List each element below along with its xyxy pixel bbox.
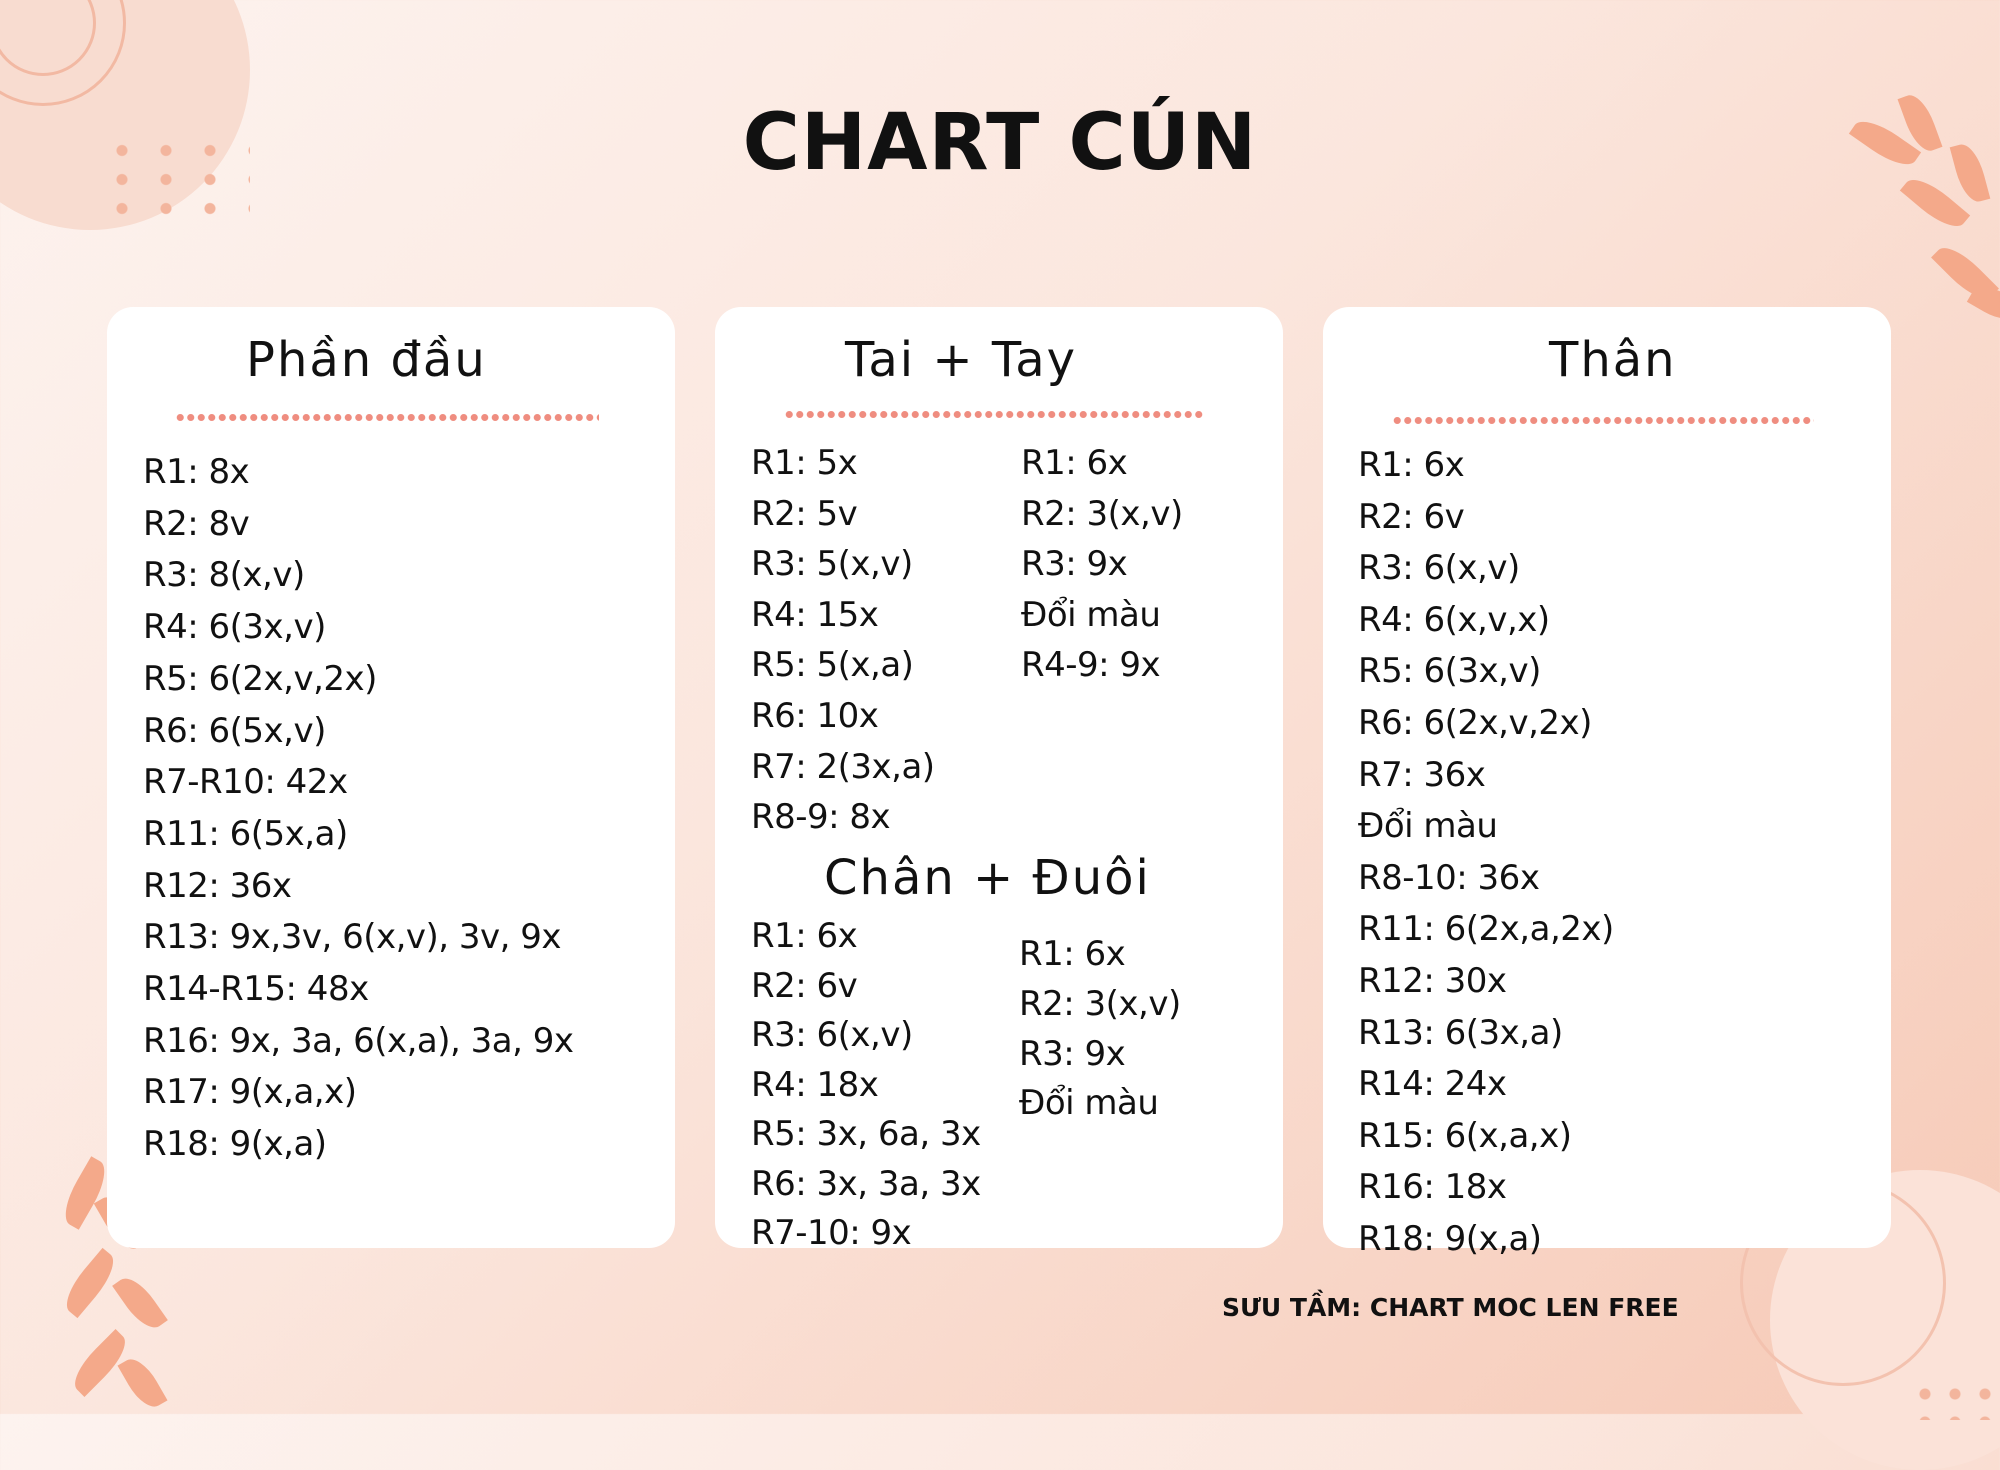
list-item: R3: 6(x,v)	[751, 1015, 913, 1055]
list-item: R5: 6(2x,v,2x)	[143, 658, 377, 699]
list-item: R13: 9x,3v, 6(x,v), 3v, 9x	[143, 917, 562, 958]
list-item: R13: 6(3x,a)	[1358, 1012, 1563, 1053]
dotted-divider	[1392, 417, 1814, 424]
ears-arms-title: Tai + Tay	[845, 332, 1078, 388]
list-item: R14: 24x	[1358, 1064, 1507, 1105]
list-item: Đổi màu	[1019, 1083, 1159, 1124]
ears-arms-legs-tail-card	[715, 307, 1283, 1253]
arms-row-list	[1021, 438, 1183, 691]
list-item: R16: 9x, 3a, 6(x,a), 3a, 9x	[143, 1020, 574, 1061]
list-item: Đổi màu	[1021, 594, 1161, 635]
list-item: R2: 8v	[143, 503, 250, 544]
list-item: R3: 5(x,v)	[751, 544, 913, 585]
list-item: R6: 3x, 3a, 3x	[751, 1163, 981, 1204]
list-item: R17: 9(x,a,x)	[143, 1072, 357, 1113]
body-row-list	[1358, 440, 1614, 1266]
list-item: R2: 3(x,v)	[1021, 493, 1183, 534]
head-card-title: Phần đầu	[246, 332, 487, 388]
head-row-list	[143, 447, 573, 1171]
tail-row-list	[1019, 930, 1181, 1129]
list-item: R4: 6(x,v,x)	[1358, 599, 1550, 640]
list-item: R6: 6(2x,v,2x)	[1358, 702, 1592, 743]
list-item: R1: 8x	[143, 452, 250, 492]
list-item: R12: 30x	[1358, 960, 1507, 1001]
list-item: R1: 6x	[751, 916, 858, 956]
list-item: R6: 10x	[751, 695, 879, 736]
list-item: R15: 6(x,a,x)	[1358, 1115, 1572, 1156]
list-item: R7-10: 9x	[751, 1213, 912, 1253]
body-card-title: Thân	[1549, 332, 1677, 388]
list-item: R4-9: 9x	[1021, 645, 1161, 686]
list-item: R2: 6v	[1358, 496, 1465, 537]
list-item: R4: 18x	[751, 1064, 879, 1105]
dot-pattern	[1910, 1380, 2000, 1420]
list-item: R18: 9(x,a)	[143, 1124, 327, 1165]
list-item: R6: 6(5x,v)	[143, 710, 326, 751]
list-item: R2: 5v	[751, 493, 858, 534]
list-item: R11: 6(2x,a,2x)	[1358, 909, 1614, 950]
list-item: R14-R15: 48x	[143, 969, 369, 1010]
list-item: R12: 36x	[143, 865, 292, 906]
list-item: R5: 6(3x,v)	[1358, 651, 1541, 692]
list-item: R2: 3(x,v)	[1019, 983, 1181, 1024]
source-credit: SƯU TẦM: CHART MOC LEN FREE	[1222, 1293, 1679, 1322]
legs-tail-title: Chân + Đuôi	[824, 850, 1151, 906]
list-item: R4: 6(3x,v)	[143, 607, 326, 648]
list-item: R7: 2(3x,a)	[751, 746, 935, 787]
list-item: R1: 6x	[1021, 443, 1128, 483]
ears-row-list	[751, 438, 935, 843]
list-item: R7-R10: 42x	[143, 762, 348, 803]
list-item: R2: 6v	[751, 965, 858, 1006]
list-item: R1: 5x	[751, 443, 858, 483]
list-item: R11: 6(5x,a)	[143, 813, 348, 854]
dotted-divider	[175, 414, 599, 421]
list-item: R7: 36x	[1358, 754, 1486, 795]
list-item: R18: 9(x,a)	[1358, 1218, 1542, 1259]
list-item: R1: 6x	[1358, 445, 1465, 485]
list-item: R8-9: 8x	[751, 797, 891, 838]
list-item: R1: 6x	[1019, 934, 1126, 974]
list-item: R5: 5(x,a)	[751, 645, 914, 686]
legs-row-list	[751, 912, 981, 1259]
list-item: R3: 9x	[1021, 544, 1128, 585]
list-item: R5: 3x, 6a, 3x	[751, 1114, 981, 1154]
list-item: R3: 6(x,v)	[1358, 548, 1520, 589]
page-title: CHART CÚN	[742, 98, 1258, 188]
list-item: R8-10: 36x	[1358, 857, 1540, 898]
body-card	[1323, 307, 1891, 1259]
list-item: Đổi màu	[1358, 806, 1498, 847]
list-item: R3: 9x	[1019, 1033, 1126, 1074]
dotted-divider	[784, 411, 1204, 418]
head-card	[107, 307, 675, 1248]
list-item: R16: 18x	[1358, 1167, 1507, 1208]
list-item: R4: 15x	[751, 594, 879, 635]
list-item: R3: 8(x,v)	[143, 555, 305, 596]
